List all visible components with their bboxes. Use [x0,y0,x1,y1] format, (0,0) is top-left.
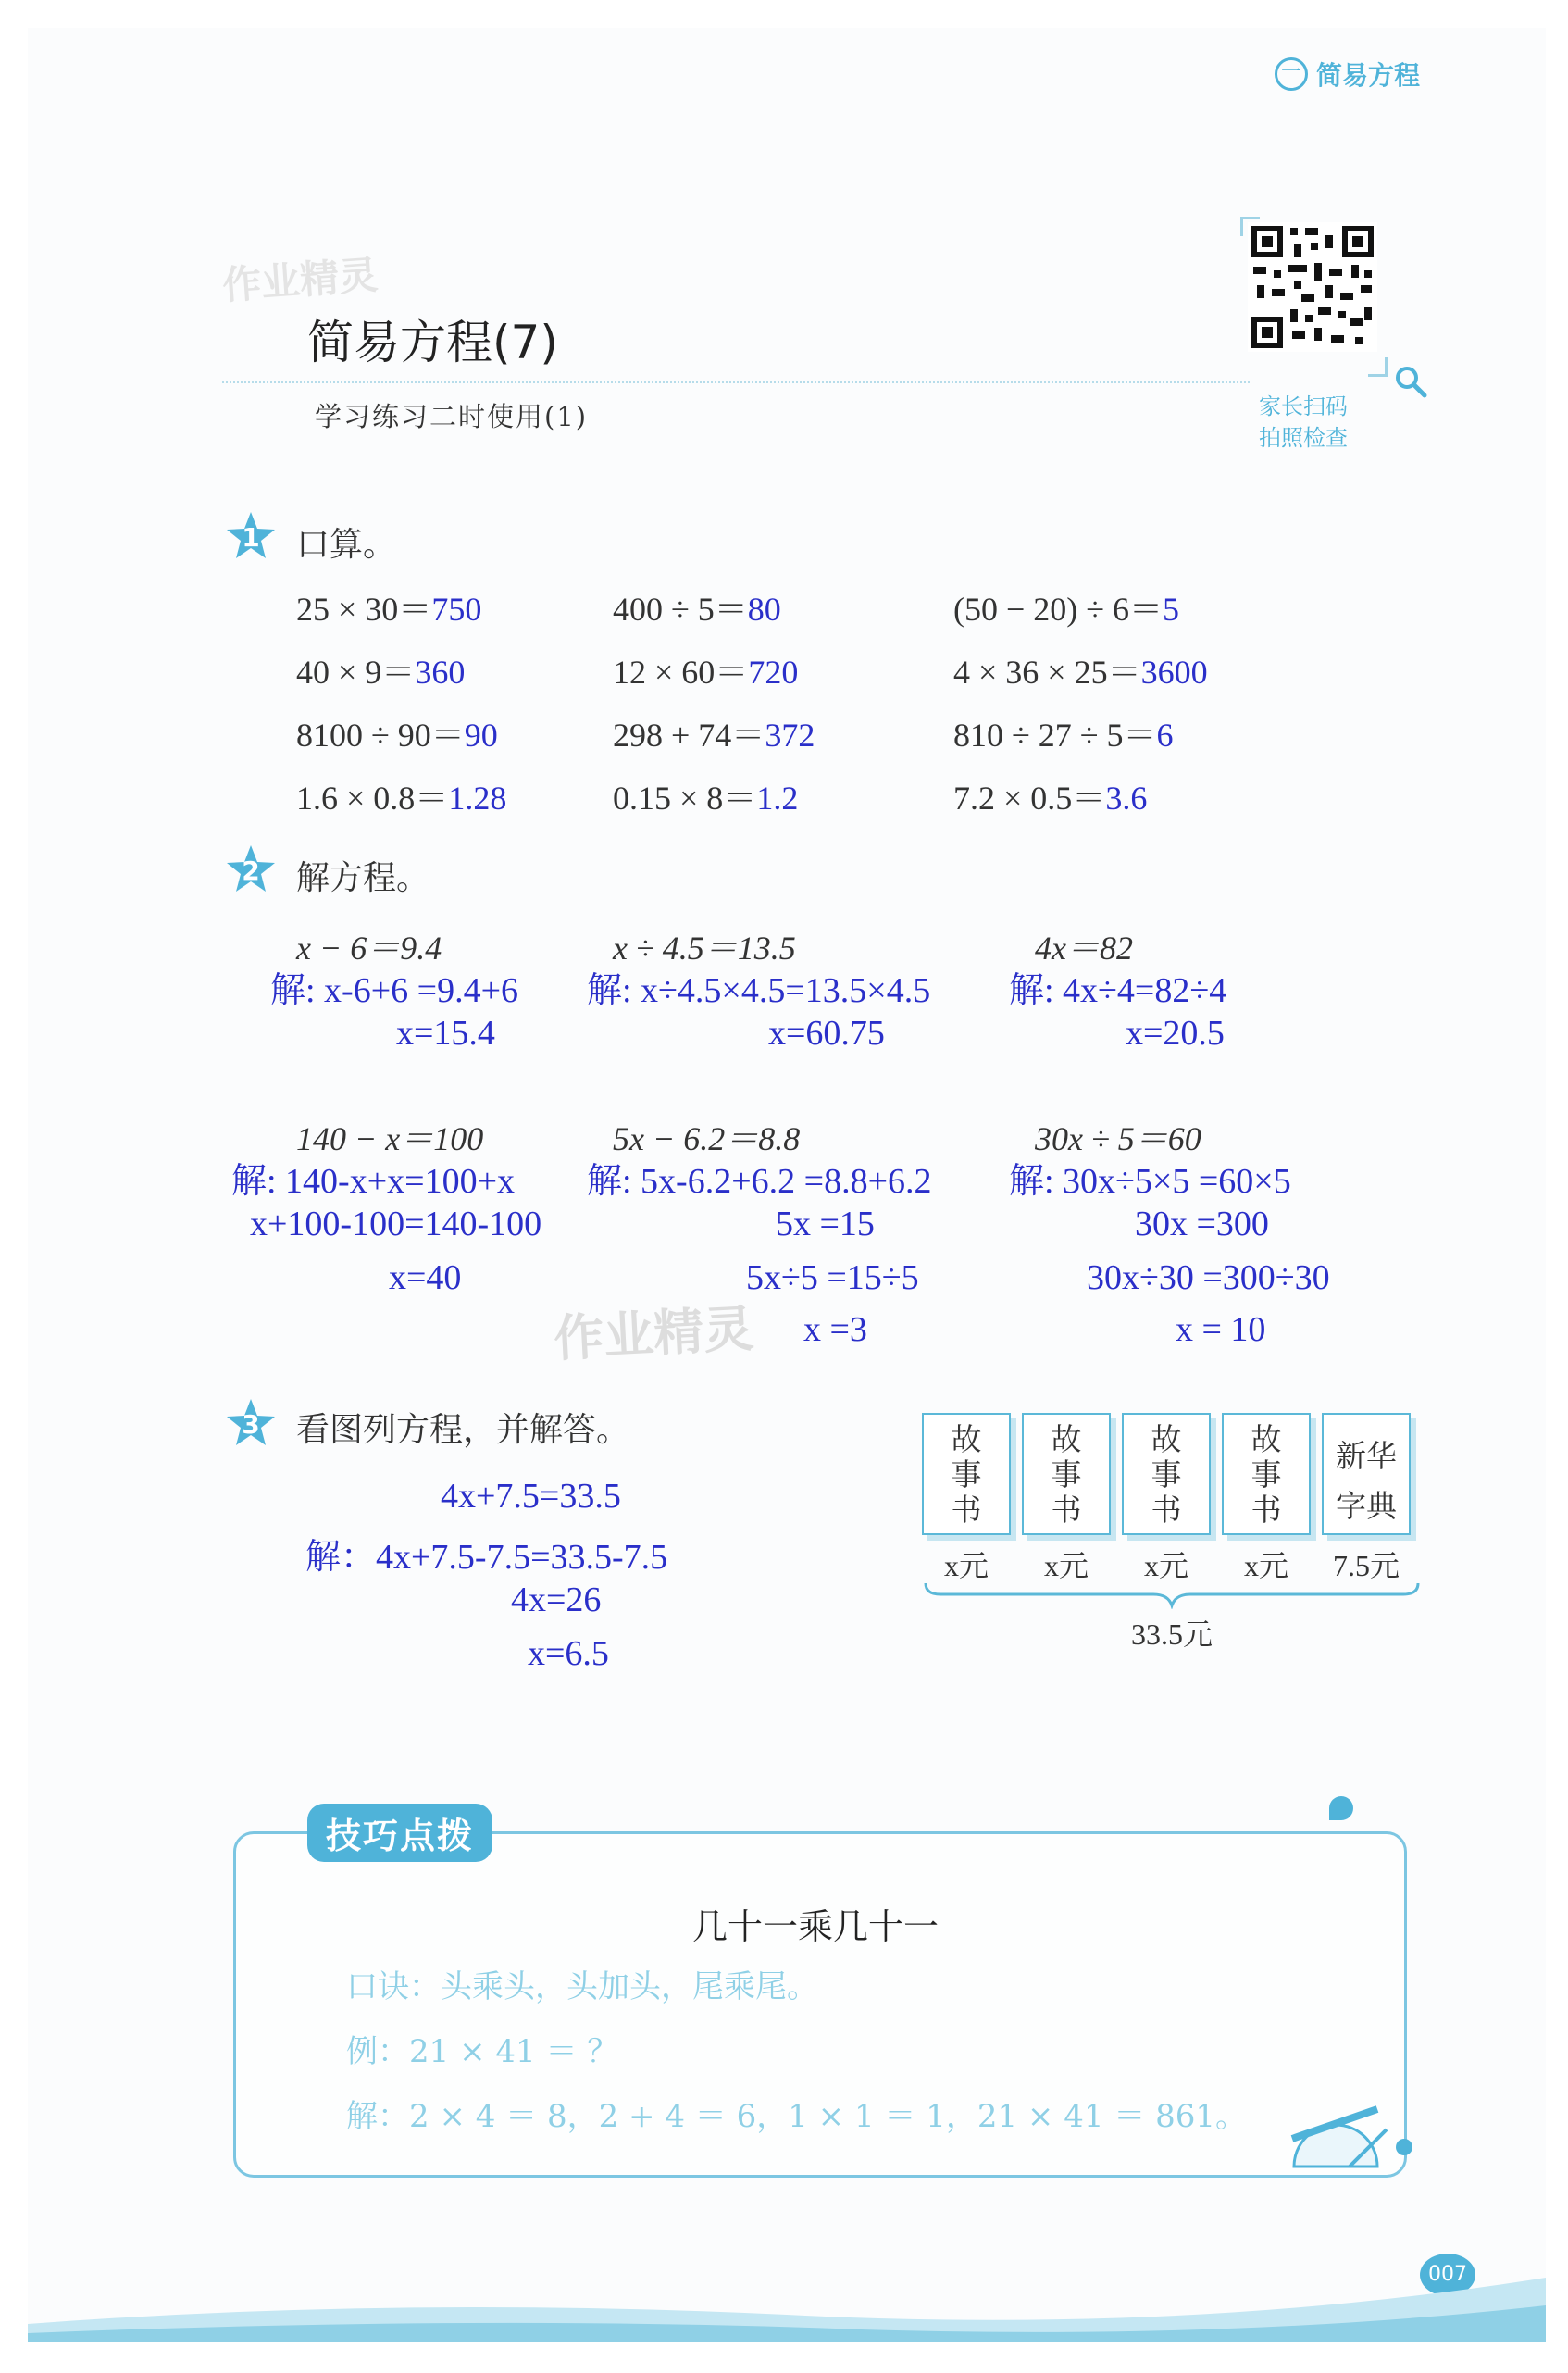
oral-problem: 1.6 × 0.8＝1.28 [296,780,507,817]
qr-caption-line1: 家长扫码 [1259,393,1348,419]
section-1-star-icon [224,509,278,567]
solution-step: 5x =15 [776,1205,875,1243]
decorative-dot [1396,2139,1412,2155]
oral-problem: 400 ÷ 5＝80 [613,591,781,628]
tips-heading: 几十一乘几十一 [692,1906,940,1947]
dictionary-book: 新华 字典 [1322,1413,1411,1535]
solution-step: x=20.5 [1126,1014,1225,1053]
protractor-icon [1285,2102,1396,2179]
section-3-title: 看图列方程，并解答。 [296,1411,630,1449]
solution-step: 30x÷30 =300÷30 [1087,1258,1330,1297]
oral-problem: 7.2 × 0.5＝3.6 [953,780,1148,817]
book-price: x元 [1243,1549,1288,1582]
solution-step: x=6.5 [528,1634,609,1673]
story-book: 故 事 书 [922,1413,1011,1535]
solution-step: 4x=26 [511,1580,602,1619]
oral-problem: (50 − 20) ÷ 6＝5 [953,591,1180,628]
equation: x ÷ 4.5＝13.5 [613,930,796,967]
solution-step: x+100-100=140-100 [250,1205,542,1243]
title-divider [222,381,1250,383]
section-2-star-icon [224,843,278,900]
qr-corner [1240,217,1260,236]
section-3-star-icon [224,1396,278,1454]
bottom-wave-decoration [28,2259,1546,2342]
story-book: 故 事 书 [1022,1413,1111,1535]
story-book: 故 事 书 [1222,1413,1311,1535]
section-2-title: 解方程。 [296,859,430,897]
book-price: 7.5元 [1332,1549,1400,1582]
lesson-title: 简易方程(7) [307,316,558,369]
total-price: 33.5元 [1130,1617,1213,1651]
story-book: 故 事 书 [1122,1413,1211,1535]
tips-line: 解：2 × 4 ＝ 8，2 + 4 ＝ 6，1 × 1 ＝ 1，21 × 41 ＝ 861。 [346,2098,1247,2135]
tips-badge: 技巧点拨 [307,1804,492,1862]
equation: 140 − x＝100 [296,1120,484,1157]
equation: 5x − 6.2＝8.8 [613,1120,801,1157]
oral-problem: 4 × 36 × 25＝3600 [953,654,1208,691]
solution-step: 解: 4x÷4=82÷4 [1009,971,1227,1010]
watermark-top: 作业精灵 [220,252,380,308]
solution-step: x=40 [389,1258,462,1297]
equation: 4x＝82 [1035,930,1133,967]
solution-step: 解：4x+7.5-7.5=33.5-7.5 [305,1538,668,1577]
oral-problem: 8100 ÷ 90＝90 [296,717,498,754]
equation: x − 6＝9.4 [296,930,442,967]
solution-step: x = 10 [1176,1310,1266,1349]
equation: 30x ÷ 5＝60 [1035,1120,1201,1157]
solution-step: 解: 140-x+x=100+x [231,1162,516,1201]
lesson-subtitle: 学习练习二时使用(1) [315,401,589,432]
oral-problem: 298 + 74＝372 [613,717,815,754]
section-2-number: 2 [242,856,260,886]
oral-problem: 40 × 9＝360 [296,654,466,691]
watermark-middle: 作业精灵 [552,1299,755,1368]
section-1-title: 口算。 [296,526,397,564]
qr-code[interactable] [1248,222,1377,356]
book-price: x元 [1043,1549,1089,1582]
tips-line: 例：21 × 41 ＝ ？ [346,2033,619,2070]
solution-step: 30x =300 [1135,1205,1269,1243]
solution-step: 4x+7.5=33.5 [441,1477,621,1516]
solution-step: x=60.75 [768,1014,885,1053]
solution-step: 解: 5x-6.2+6.2 =8.8+6.2 [587,1162,932,1201]
oral-problem: 810 ÷ 27 ÷ 5＝6 [953,717,1174,754]
book-price: x元 [1143,1549,1188,1582]
solution-step: 解: x-6+6 =9.4+6 [270,971,519,1010]
oral-problem: 0.15 × 8＝1.2 [613,780,799,817]
page-number: 007 [1420,2254,1475,2296]
qr-caption [1259,391,1348,454]
qr-corner [1368,357,1388,377]
book-price-figure [922,1413,1450,1663]
qr-caption-line2: 拍照检查 [1259,425,1348,451]
decorative-drop [1329,1796,1353,1820]
workbook-page [28,28,1546,2342]
total-brace [922,1581,1422,1609]
chapter-title: 简易方程 [1316,60,1421,91]
book-price: x元 [943,1549,989,1582]
tips-line: 口诀：头乘头，头加头，尾乘尾。 [346,1968,818,2005]
solution-step: 5x÷5 =15÷5 [746,1258,919,1297]
section-1-number: 1 [242,522,260,553]
solution-step: 解: x÷4.5×4.5=13.5×4.5 [587,971,931,1010]
oral-problem: 25 × 30＝750 [296,591,482,628]
oral-problem: 12 × 60＝720 [613,654,799,691]
section-3-number: 3 [242,1409,260,1440]
magnifier-icon [1394,365,1427,402]
solution-step: 解: 30x÷5×5 =60×5 [1009,1162,1291,1201]
solution-step: x =3 [803,1310,867,1349]
chapter-number-badge: 一 [1275,57,1308,91]
solution-step: x=15.4 [396,1014,495,1053]
